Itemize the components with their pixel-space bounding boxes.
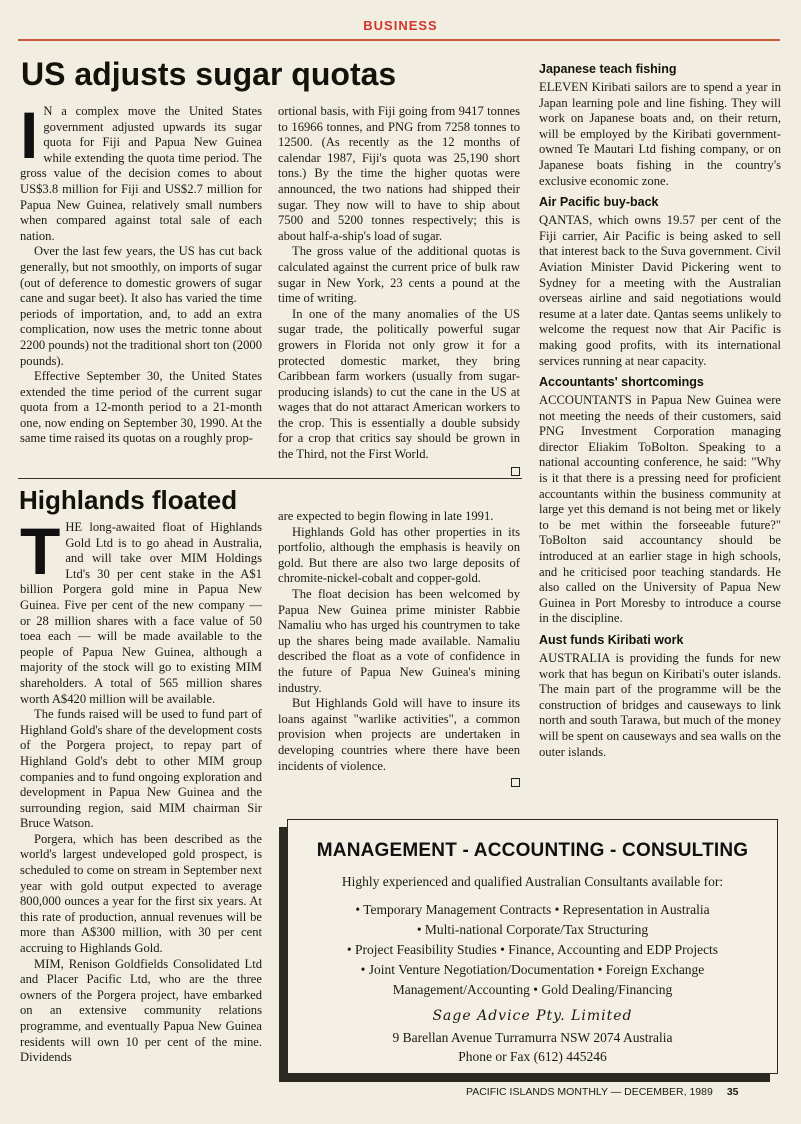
sugar-column-2 [278,104,520,476]
page-footer [466,1086,739,1098]
brief-item [539,61,781,189]
publication-line: PACIFIC ISLANDS MONTHLY — DECEMBER, 1989 [466,1086,713,1098]
article-divider [18,478,522,479]
ad-service-line: • Temporary Management Contracts • Representation in Australia [355,902,710,917]
highlands-paragraph: Porgera, which has been described as the world's largest undeveloped gold prospect, is scheduled to come on stream in September next year with gold output expected to average 800,000 ounces a year for the first six years. At this rate of production, annual revenues will be more than A$300 million, with 30 per cent accruing to Highlands Gold. [20,831,262,956]
sugar-headline: US adjusts sugar quotas [21,56,397,92]
highlands-column-1 [20,514,262,1066]
brief-text: ACCOUNTANTS in Papua New Guinea were not meeting the needs of their customers, said PNG Investment Corporation managing director Eliakim ToBolton. Speaking to a national accounting conference, he said: "Why is it that there is a pressing need for proficient accountants within the business community at large yet this demand is not being met or likely to be met within the forseeable future?" ToBolton said accountancy should be introduced at an earlier stage in high schools, and he criticised poor teaching standards. He also called on the University of Papua New Guinea in Port Moresby to introduce a course in the discipline. [539,393,781,626]
brief-heading: Accountants' shortcomings [539,375,704,390]
ad-services [288,900,777,1000]
sugar-paragraph: In one of the many anomalies of the US sugar trade, the politically powerful sugar growers in Florida not only grow it for a protected domestic market, they bring Caribbean farm workers (usually from sugar-producing islands) to cut the cane in the US at wages that do not attaract American workers to the crop. This is essentially a double subsidy for a crop that critics say should be grown in the Third, not the First World. [278,306,520,462]
highlands-column-2 [278,509,520,787]
brief-text: AUSTRALIA is providing the funds for new work that has begun on Kiribati's outer islands. The main part of the programme will be the construction of bridges and causeways to link north and south Tarawa, but much of the money will be spent on causeways and sea walls on the outer islands. [539,651,781,759]
end-mark-icon [511,467,520,476]
section-rule [18,39,780,41]
ad-service-line: • Joint Venture Negotiation/Documentation • Foreign Exchange [360,962,705,977]
sugar-column-1 [20,98,262,447]
brief-heading: Aust funds Kiribati work [539,633,684,647]
consulting-advertisement [287,819,778,1074]
ad-service-line: • Multi-national Corporate/Tax Structuring [416,922,649,937]
ad-address: 9 Barellan Avenue Turramurra NSW 2074 Australia [392,1030,673,1045]
highlands-paragraph: HE long-awaited float of Highlands Gold Ltd is to go ahead in Australia, and will take over MIM Holdings Ltd's 30 per cent stake in the A$1 billion Porgera gold mine in Papua New Guinea. Five per cent of the new company — or 28 million shares with a face value of 50 toea each — will be made available to the people of Papua New Guinea, although a majority of the stock will go to existing MIM shareholders. A total of 565 million shares worth A$420 million will be available. [20,520,262,706]
sugar-paragraph: N a complex move the United States government adjusted upwards its sugar quota for Fiji and Papua New Guinea while extending the quota time period. The gross value of the decision comes to about US$3.8 million for Fiji and US$2.7 million for Papua New Guinea, relatively small numbers when compared against total sale of each nation. [20,104,262,243]
sugar-paragraph: Over the last few years, the US has cut back generally, but not smoothly, on imports of sugar (out of deference to domestic growers of sugar cane and sugar beet). It also has varied the time periods of importation, and, to add an extra complication, now uses the metric tonne about 2200 pounds) not the traditional short ton (2000 pounds). [20,244,262,368]
highlands-paragraph: The float decision has been welcomed by Papua New Guinea prime minister Rabbie Namaliu who has urged his countrymen to take up the shares being made available. Namaliu described the float as a vote of confidence in the future of Papua New Guinea's mining industry. [278,586,520,695]
sugar-paragraph: ortional basis, with Fiji going from 9417 tonnes to 16966 tonnes, and PNG from 7258 tonnes to 12500. (As recently as the 12 months of calendar 1987, Fiji's quota was 25,190 short tons.) By the time the higher quotas were announced, the two nations had shipped their sugar. They now will to have to ship about 7500 and 5200 tonnes respectively; this is about half-a-ship's load of sugar. [278,104,520,243]
highlands-paragraph: MIM, Renison Goldfields Consolidated Ltd and Placer Pacific Ltd, who are the three owners of the Porgera project, have embarked on an extensive community relations programme, and eventually Papua New Guinea residents will own 10 per cent of the mine. Dividends [20,956,262,1065]
highlands-paragraph: are expected to begin flowing in late 1991. [278,509,494,523]
ad-company-name: Sage Advice Pty. Limited [432,1008,633,1024]
highlands-paragraph: The funds raised will be used to fund part of Highland Gold's share of the development costs of the Porgera project, to repay part of Highland Gold's debt to other MIM group companies and to fund ongoing exploration and development in Papua New Guinea and the surrounding region, said MIM chairman Sir Bruce Watson. [20,707,262,831]
ad-service-line: Management/Accounting • Gold Dealing/Financing [392,982,673,997]
highlands-paragraph: Highlands Gold has other properties in its portfolio, although the emphasis is heavily on gold. But there are also two large deposits of chromite-nickel-cobalt and copper-gold. [278,524,520,586]
brief-heading: Japanese teach fishing [539,62,677,76]
highlands-drop-cap: T [20,514,61,588]
ad-lead: Highly experienced and qualified Australian Consultants available for: [341,874,724,889]
end-mark-icon [511,778,520,787]
brief-text: ELEVEN Kiribati sailors are to spend a year in Japan learning pole and line fishing. They will work on Japanese boats and, on their return, will be employed by the Kiribati government-owned Te Mautari Ltd fishing company, or on Japanese boats fishing in the country's exclusive economic zone. [539,80,781,188]
sugar-paragraph: The gross value of the additional quotas is calculated against the current price of bulk raw sugar in New York, 23 cents a pound at the time of writing. [278,244,520,306]
brief-heading: Air Pacific buy-back [539,195,659,210]
ad-service-line: • Project Feasibility Studies • Finance, Accounting and EDP Projects [346,942,719,957]
sugar-drop-cap: I [20,98,39,172]
briefs-column [539,56,781,760]
brief-item [539,374,781,627]
brief-item [539,194,781,369]
highlands-headline: Highlands floated [19,485,238,515]
section-label: BUSINESS [363,18,438,33]
brief-item [539,632,781,760]
sugar-paragraph: Effective September 30, the United States extended the time period of the current sugar quota from a 12-month period to a 21-month one, now ending on September 30, 1990. At the same time raised its quotas on a roughly prop- [20,369,262,446]
page-number: 35 [726,1086,739,1098]
highlands-paragraph: But Highlands Gold will have to insure its loans against "warlike activities", a common provision when projects are undertaken in developing countries where there have been incidents of violence. [278,696,520,773]
ad-title: MANAGEMENT - ACCOUNTING - CONSULTING [316,840,749,861]
brief-text: QANTAS, which owns 19.57 per cent of the Fiji carrier, Air Pacific is being asked to sell that interest back to the Suva government. Civil Aviation Minister David Pickering went to Sydney for a meeting with the Australian overseas airline and said negotiations would resume at a later date. Qantas seems unlikely to welcome the request now that Air Pacific is making good profits, with its international services running at near capacity. [539,213,781,368]
ad-phone: Phone or Fax (612) 445246 [458,1049,607,1064]
